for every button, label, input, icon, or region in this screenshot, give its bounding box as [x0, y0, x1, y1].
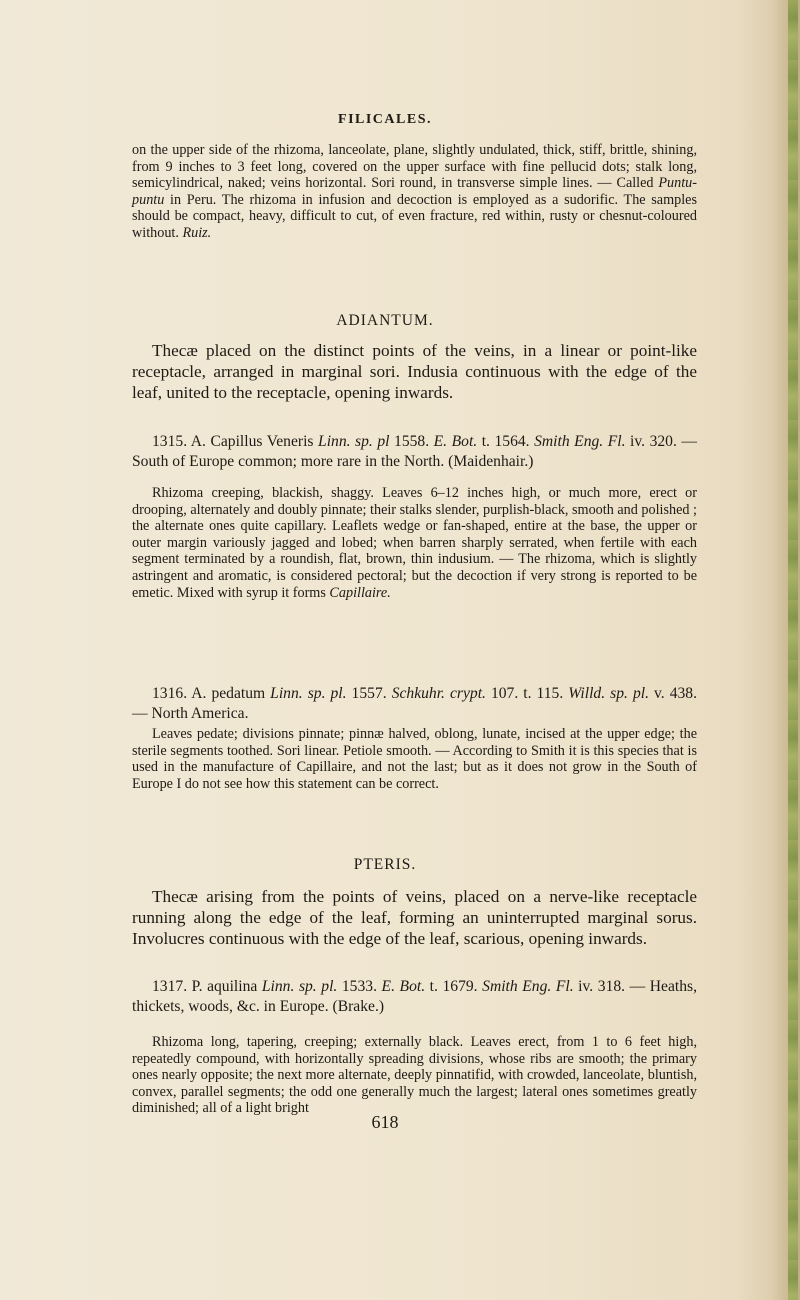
genus-heading-adiantum: ADIANTUM. — [336, 312, 434, 329]
entry-1317-ref1: Linn. sp. pl. — [261, 978, 338, 995]
entry-1316-heading — [132, 684, 697, 723]
entry-1315-mid1: 1558. — [389, 433, 434, 450]
genus-heading-pteris: PTERIS. — [353, 856, 417, 873]
entry-1317-mid1: 1533. — [337, 978, 382, 995]
entry-1315-ref3: Smith Eng. Fl. — [534, 433, 626, 450]
entry-1315-number-name: 1315. A. Capillus Veneris — [152, 433, 319, 450]
entry-1317-number-name: 1317. P. aquilina — [152, 978, 262, 995]
adiantum-character: Thecæ placed on the distinct points of the veins, in a linear or point-like receptacle, arranged in marginal sori. Indusia continuous with the edge of the leaf, united to the receptacle, opening inwards. — [132, 341, 697, 402]
entry-1316-mid1: 1557. — [346, 685, 392, 702]
intro-text-2: in Peru. The rhizoma in infusion and decoction is employed as a sudorific. The samples should be compact, heavy, difficult to cut, of even fracture, red within, rusty or chesnut-coloured without. — [132, 191, 697, 241]
running-head: FILICALES. — [338, 112, 432, 127]
intro-author: Ruiz. — [182, 224, 212, 241]
entry-1317-description: Rhizoma long, tapering, creeping; externally black. Leaves erect, from 1 to 6 feet high, repeatedly compound, with horizontally spreading divisions, whose ribs are smooth; the primary ones nearly opposite; the next more alternate, deeply pinnatifid, with crowded, lanceolate, bluntish, convex, parallel segments; the odd one generally much the largest; lateral ones sometimes greatly diminished; all of a light bright — [132, 1034, 697, 1117]
entry-1317-heading — [132, 977, 697, 1016]
entry-1316-ref3: Willd. sp. pl. — [568, 685, 649, 702]
page-number: 618 — [371, 1112, 399, 1132]
entry-1315-description — [132, 485, 697, 601]
pteris-character: Thecæ arising from the points of veins, placed on a nerve-like receptacle running along the edge of the leaf, forming an uninterrupted marginal sorus. Involucres continuous with the edge of the leaf, scarious, opening inwards. — [132, 887, 697, 948]
binding-edge-strip — [788, 0, 798, 1300]
intro-plant-name: Puntu-puntu — [132, 175, 697, 208]
entry-1315-desc-text: Rhizoma creeping, blackish, shaggy. Leaves 6–12 inches high, or much more, erect or drooping, alternately and doubly pinnate; their stalks slender, purplish-black, smooth and polished ; the alternate ones quite capillary. Leaflets wedge or fan-shaped, entire at the base, the upper or outer margin variously jagged and lobed; when barren sharply serrated, when fertile with each segment terminated by a roundish, flat, brown, thin indusium. — The rhizoma, which is slightly astringent and aromatic, is considered pectoral; but the decoction if very strong is reported to be emetic. Mixed with syrup it forms — [132, 485, 697, 601]
entry-1317-ref3: Smith Eng. Fl. — [482, 978, 574, 995]
entry-1317-ref2: E. Bot. — [381, 978, 426, 995]
entry-1316-mid2: 107. t. 115. — [485, 685, 569, 702]
intro-paragraph — [132, 142, 697, 242]
entry-1316-ref1: Linn. sp. pl. — [270, 685, 347, 702]
entry-1315-tail: iv. 320. — South of Europe common; more rare in the North. (Maidenhair.) — [132, 433, 697, 470]
entry-1315-ref2: E. Bot. — [433, 433, 478, 450]
entry-1315-mid2: t. 1564. — [477, 433, 535, 450]
entry-1316-description: Leaves pedate; divisions pinnate; pinnæ halved, oblong, lunate, incised at the upper edge; the sterile segments toothed. Sori linear. Petiole smooth. — According to Smith it is this species that is used in the manufacture of Capillaire, and not the last; but as it does not grow in the South of Europe I do not see how this statement can be correct. — [132, 726, 697, 792]
entry-1315-heading — [132, 432, 697, 471]
entry-1316-tail: v. 438. — North America. — [132, 685, 697, 722]
intro-text-1: on the upper side of the rhizoma, lanceolate, plane, slightly undulated, thick, stiff, brittle, shining, from 9 inches to 3 feet long, covered on the upper surface with fine pellucid dots; stalk long, semicylindrical, naked; veins horizontal. Sori round, in transverse simple lines. — Called — [132, 142, 697, 192]
entry-1316-ref2: Schkuhr. crypt. — [391, 685, 486, 702]
entry-1315-capillaire: Capillaire. — [329, 584, 391, 601]
entry-1315-ref1: Linn. sp. pl — [318, 433, 390, 450]
entry-1316-number-name: 1316. A. pedatum — [152, 685, 271, 702]
entry-1317-tail: iv. 318. — Heaths, thickets, woods, &c. in Europe. (Brake.) — [132, 978, 697, 1015]
entry-1317-mid2: t. 1679. — [425, 978, 483, 995]
